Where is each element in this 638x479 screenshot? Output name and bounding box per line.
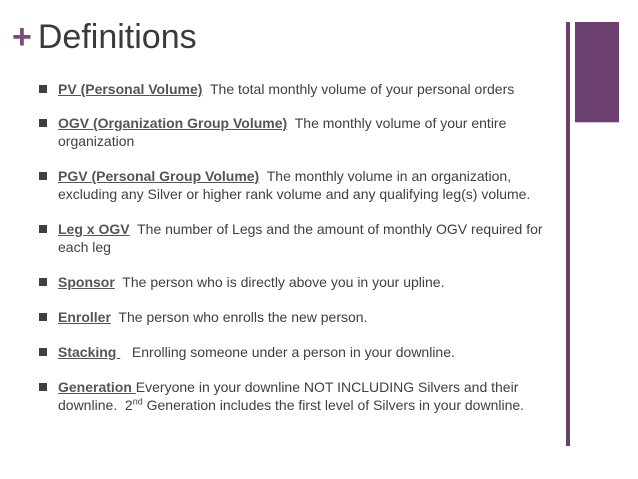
square-bullet-icon bbox=[39, 313, 47, 321]
accent-divider bbox=[575, 122, 619, 123]
definition-term: Sponsor bbox=[58, 274, 115, 290]
square-bullet-icon bbox=[39, 85, 47, 93]
list-item-leg-ogv bbox=[35, 220, 555, 256]
accent-bar-thick bbox=[575, 22, 619, 122]
definition-term: Generation bbox=[58, 379, 136, 395]
list-item-sponsor bbox=[35, 273, 555, 291]
definition-text: The person who enrolls the new person. bbox=[110, 309, 368, 325]
ordinal-superscript: nd bbox=[132, 396, 143, 407]
square-bullet-icon bbox=[39, 172, 47, 180]
square-bullet-icon bbox=[39, 225, 47, 233]
square-bullet-icon bbox=[39, 278, 47, 286]
definition-text-continued: Generation includes the first level of Silvers in your downline. bbox=[142, 397, 525, 413]
definition-term: Stacking bbox=[58, 344, 121, 360]
accent-bar-thin bbox=[566, 22, 570, 446]
list-item-pgv bbox=[35, 167, 555, 203]
definition-text: The monthly volume of your entire organization bbox=[58, 115, 511, 149]
slide-header bbox=[12, 20, 197, 54]
list-item-stacking bbox=[35, 343, 555, 361]
definition-term: Enroller bbox=[58, 309, 111, 325]
list-item-pv bbox=[35, 80, 555, 98]
slide-title: Definitions bbox=[37, 18, 197, 56]
list-item-enroller bbox=[35, 308, 555, 326]
definition-text: The number of Legs and the amount of monthly OGV required for each leg bbox=[58, 221, 547, 255]
list-item-generation bbox=[35, 378, 555, 414]
definition-text: The total monthly volume of your personal orders bbox=[202, 81, 515, 97]
square-bullet-icon bbox=[39, 348, 47, 356]
definition-text: The monthly volume in an organization, excluding any Silver or higher rank volume and any qualifying leg(s) volume. bbox=[58, 168, 531, 202]
list-item-ogv bbox=[35, 114, 555, 150]
square-bullet-icon bbox=[39, 119, 47, 127]
definition-text: Enrolling someone under a person in your downline. bbox=[120, 344, 455, 360]
definition-term: PV (Personal Volume) bbox=[58, 81, 203, 97]
definition-term: Leg x OGV bbox=[58, 221, 130, 237]
definition-text: The person who is directly above you in your upline. bbox=[114, 274, 445, 290]
definition-term: PGV (Personal Group Volume) bbox=[58, 168, 260, 184]
definition-text: Everyone in your downline NOT INCLUDING Silvers and their downline. 2 bbox=[58, 379, 523, 413]
square-bullet-icon bbox=[39, 383, 47, 391]
plus-icon: + bbox=[12, 18, 32, 56]
definition-term: OGV (Organization Group Volume) bbox=[58, 115, 288, 131]
definitions-list bbox=[35, 80, 555, 414]
